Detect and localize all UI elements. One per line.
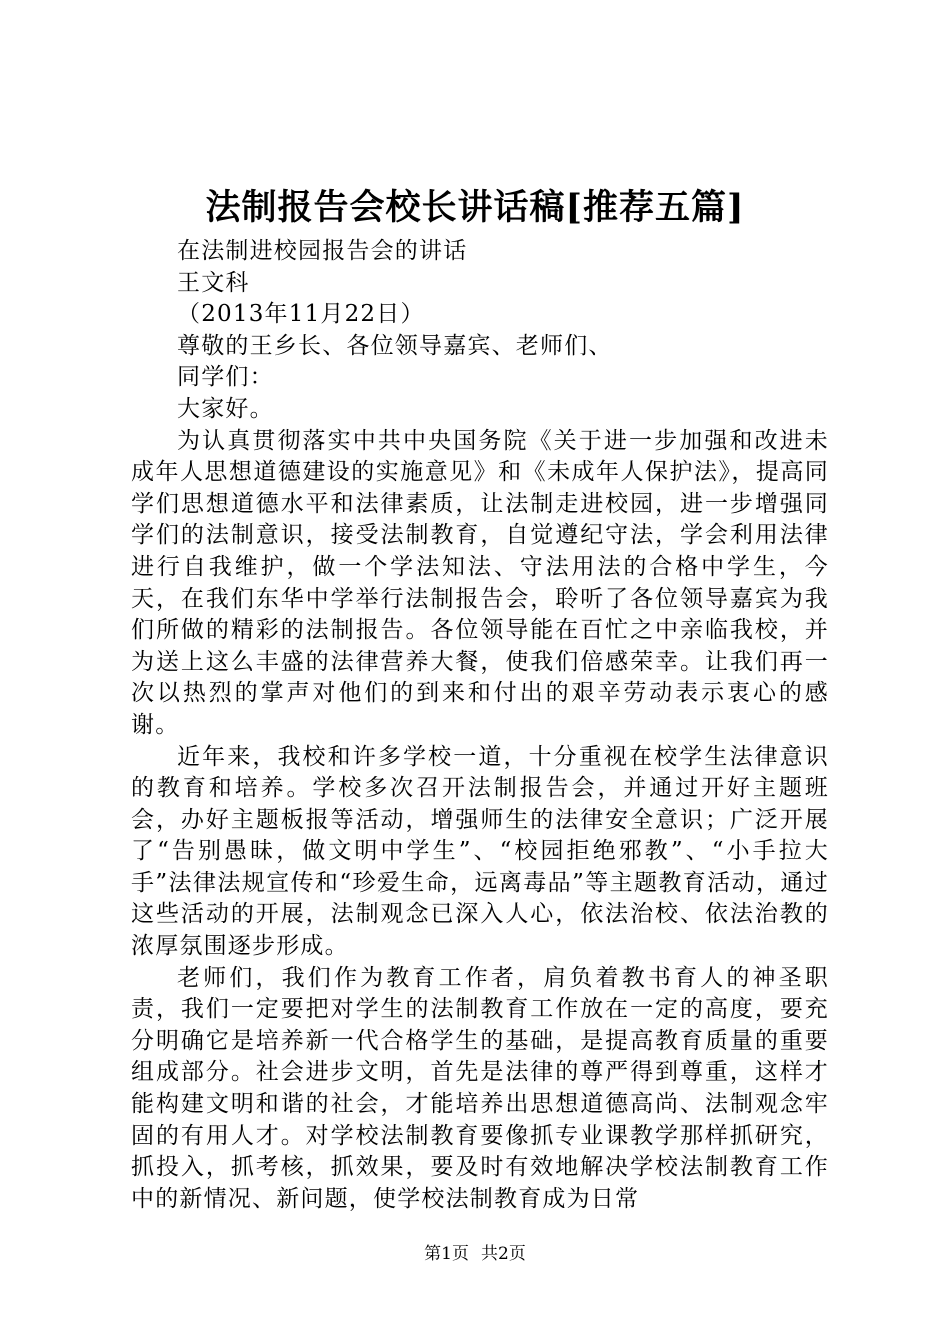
page-number-current: 第1页 [424, 1244, 469, 1264]
document-title: 法制报告会校长讲话稿[推荐五篇] [205, 187, 745, 228]
body-paragraph-3: 老师们，我们作为教育工作者，肩负着教书育人的神圣职责，我们一定要把对学生的法制教育工作放在一定的高度，要充分明确它是培养新一代合格学生的基础，是提高教育质量的重要组成部分。社会进步文明，首先是法律的尊严得到尊重，这样才能构建文明和谐的社会，才能培养出思想道德高尚、法制观念牢固的有用人才。对学校法制教育要像抓专业课教学那样抓研究，抓投入，抓考核，抓效果，要及时有效地解决学校法制教育工作中的新情况、新问题，使学校法制教育成为日常 [131, 964, 829, 1212]
body-paragraph-1: 为认真贯彻落实中共中央国务院《关于进一步加强和改进未成年人思想道德建设的实施意见》和《未成年人保护法》，提高同学们思想道德水平和法律素质，让法制走进校园，进一步增强同学们的法制意识，接受法制教育，自觉遵纪守法，学会利用法律进行自我维护，做一个学法知法、守法用法的合格中学生，今天，在我们东华中学举行法制报告会，聆听了各位领导嘉宾为我们所做的精彩的法制报告。各位领导能在百忙之中亲临我校，并为送上这么丰盛的法律营养大餐，使我们倍感荣幸。让我们再一次以热烈的掌声对他们的到来和付出的艰辛劳动表示衷心的感谢。 [131, 427, 829, 738]
intro-line-students: 同学们： [177, 364, 274, 391]
intro-line-greeting: 大家好。 [177, 395, 274, 422]
intro-line-subtitle: 在法制进校园报告会的讲话 [177, 238, 468, 264]
intro-line-salutation: 尊敬的王乡长、各位领导嘉宾、老师们、 [177, 332, 613, 359]
document-body [131, 236, 829, 1215]
page-footer [0, 1243, 950, 1265]
intro-line-date: （2013年11月22日） [177, 301, 425, 328]
body-paragraph-2: 近年来，我校和许多学校一道，十分重视在校学生法律意识的教育和培养。学校多次召开法制报告会，并通过开好主题班会，办好主题板报等活动，增强师生的法律安全意识；广泛开展了“告别愚昧，做文明中学生”、“校园拒绝邪教”、“小手拉大手”法律法规宣传和“珍爱生命，远离毒品”等主题教育活动，通过这些活动的开展，法制观念已深入人心，依法治校、依法治教的浓厚氛围逐步形成。 [131, 743, 829, 960]
page-number-total: 共2页 [481, 1244, 526, 1264]
intro-line-author: 王文科 [177, 269, 250, 296]
